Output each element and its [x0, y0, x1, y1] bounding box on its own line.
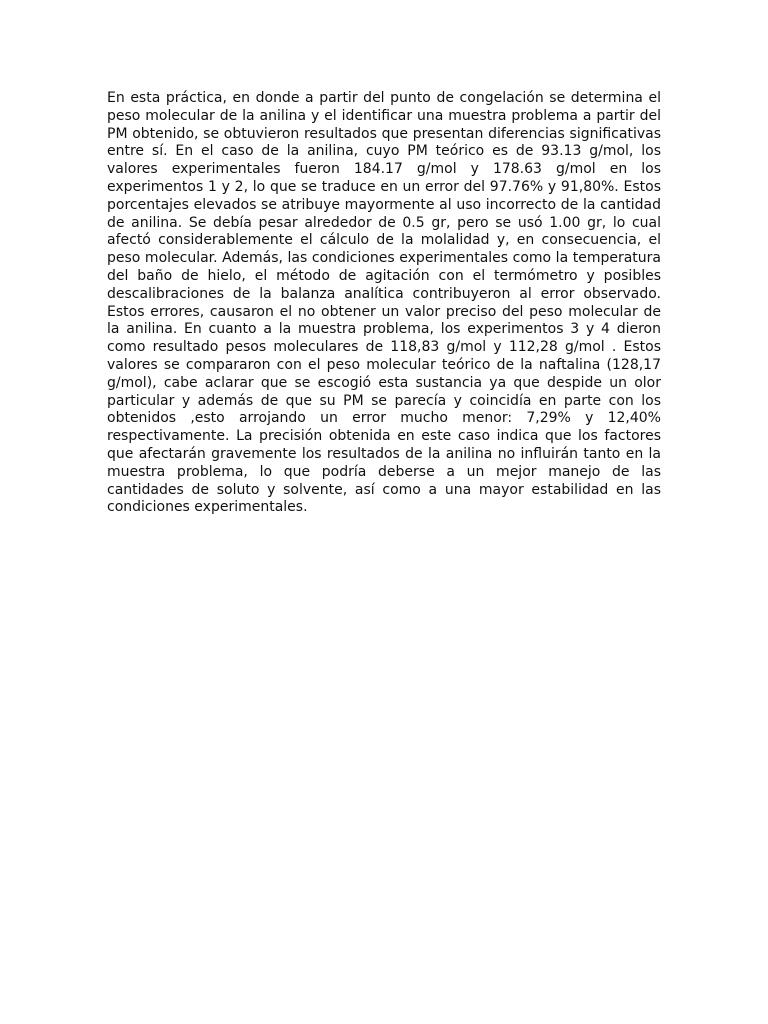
body-paragraph: En esta práctica, en donde a partir del punto de congelación se determina el peso molecular de la anilina y el identificar una muestra problema a partir del PM obtenido, se obtuvieron resultados que presentan diferencias significativas entre sí. En el caso de la anilina, cuyo PM teórico es de 93.13 g/mol, los valores experimentales fueron 184.17 g/mol y 178.63 g/mol en los experimentos 1 y 2, lo que se traduce en un error del 97.76% y 91,80%. Estos porcentajes elevados se atribuye mayormente al uso incorrecto de la cantidad de anilina. Se debía pesar alrededor de 0.5 gr, pero se usó 1.00 gr, lo cual afectó considerablemente el cálculo de la molalidad y, en consecuencia, el peso molecular. Además, las condiciones experimentales como la temperatura del baño de hielo, el método de agitación con el termómetro y posibles descalibraciones de la balanza analítica contribuyeron al error observado. Estos errores, causaron el no obtener un valor preciso del peso molecular de la anilina. En cuanto a la muestra problema, los experimentos 3 y 4 dieron como resultado pesos moleculares de 118,83 g/mol y 112,28 g/mol . Estos valores se compararon con el peso molecular teórico de la naftalina (128,17 g/mol), cabe aclarar que se escogió esta sustancia ya que despide un olor particular y además de que su PM se parecía y coincidía en parte con los obtenidos ,esto arrojando un error mucho menor: 7,29% y 12,40% respectivamente. La precisión obtenida en este caso indica que los factores que afectarán gravemente los resultados de la anilina no influirán tanto en la muestra problema, lo que podría deberse a un mejor manejo de las cantidades de soluto y solvente, así como a una mayor estabilidad en las condiciones experimentales. [107, 90, 661, 516]
